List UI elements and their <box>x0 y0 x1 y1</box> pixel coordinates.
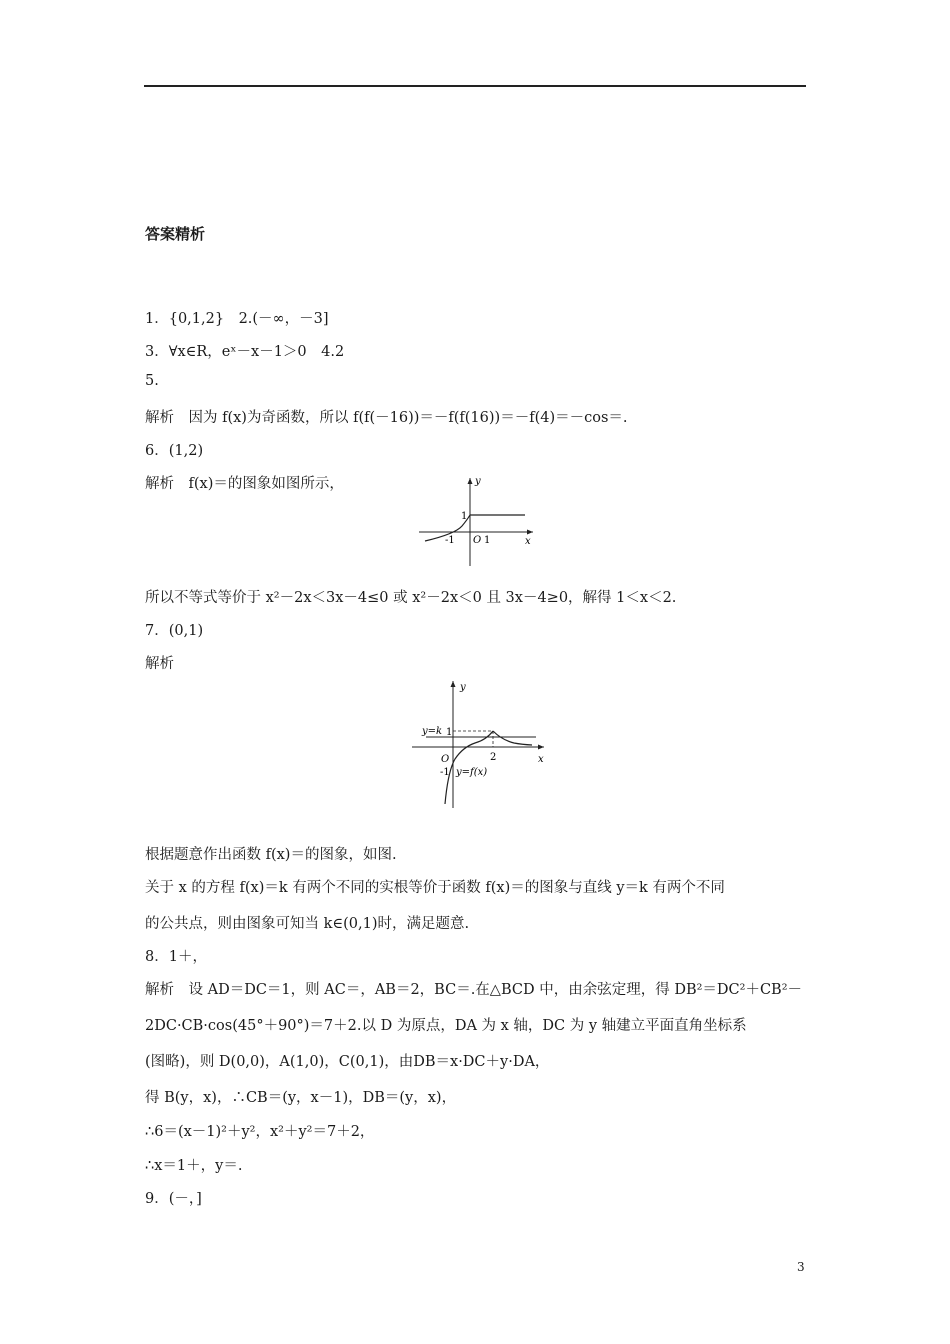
answer-line-4: 解析 因为 f(x)为奇函数，所以 f(f(－16))＝－f(f(16))＝－f(4)＝－cos＝. <box>145 410 628 426</box>
fig1-x-label: x <box>525 536 531 547</box>
answer-line-9: 解析 <box>145 656 174 672</box>
answer-line-5: 6．(1,2) <box>145 443 204 459</box>
answer-line-17: 得 B(y，x)，∴CB＝(y，x－1)，DB＝(y，x)， <box>145 1090 457 1106</box>
answer-line-10: 根据题意作出函数 f(x)＝的图象，如图. <box>145 847 397 863</box>
answer-line-8: 7．(0,1) <box>145 623 204 639</box>
answer-line-7: 所以不等式等价于 x²－2x＜3x－4≤0 或 x²－2x＜0 且 3x－4≥0，解得 1＜x＜2. <box>145 590 677 606</box>
answer-line-1: 1．{0,1,2} 2.(－∞，－3] <box>145 311 329 327</box>
fig2-two: 2 <box>490 752 497 763</box>
answer-line-20: 9．(－，] <box>145 1191 202 1207</box>
fig1-origin: O <box>473 535 482 546</box>
fig2-y-label: y <box>460 682 466 693</box>
answer-line-18: ∴6＝(x－1)²＋y²，x²＋y²＝7＋2， <box>145 1124 375 1140</box>
section-heading: 答案精析 <box>145 225 206 243</box>
header-rule <box>144 85 806 87</box>
page-number: 3 <box>797 1260 805 1274</box>
answer-line-6: 解析 f(x)＝的图象如图所示， <box>145 476 344 492</box>
fig1-neg-one: -1 <box>445 535 455 546</box>
answer-line-14: 解析 设 AD＝DC＝1，则 AC＝，AB＝2，BC＝.在△BCD 中，由余弦定理，得 DB²＝DC²＋CB²－ <box>145 982 803 998</box>
fig1-one-y: 1 <box>461 511 468 522</box>
answer-line-19: ∴x＝1＋，y＝. <box>145 1158 243 1174</box>
fig2-yk-label: y=k <box>422 726 443 737</box>
fig1-y-label: y <box>475 476 481 487</box>
answer-line-12: 的公共点，则由图象可知当 k∈(0,1)时，满足题意. <box>145 916 470 932</box>
fig2-yfx-label: y=f(x) <box>456 767 488 778</box>
fig2-one-y: 1 <box>446 727 453 738</box>
fig2-origin: O <box>441 754 450 765</box>
fig2-neg-one: -1 <box>440 767 450 778</box>
fig1-one-x: 1 <box>484 535 491 546</box>
figure-6-graph <box>415 470 540 570</box>
answer-line-15: 2DC·CB·cos(45°＋90°)＝7＋2.以 D 为原点，DA 为 x 轴，DC 为 y 轴建立平面直角坐标系 <box>145 1018 747 1034</box>
figure-7-graph <box>408 676 553 811</box>
answer-line-2: 3．∀x∈R，eˣ－x－1＞0 4.2 <box>145 344 345 360</box>
answer-line-3: 5. <box>145 373 159 389</box>
answer-line-16: (图略)，则 D(0,0)，A(1,0)，C(0,1)，由DB＝x·DC＋y·DA， <box>145 1054 550 1070</box>
answer-line-11: 关于 x 的方程 f(x)＝k 有两个不同的实根等价于函数 f(x)＝的图象与直线 y＝k 有两个不同 <box>145 880 725 896</box>
answer-line-13: 8．1＋， <box>145 949 207 965</box>
fig2-x-label: x <box>538 754 544 765</box>
